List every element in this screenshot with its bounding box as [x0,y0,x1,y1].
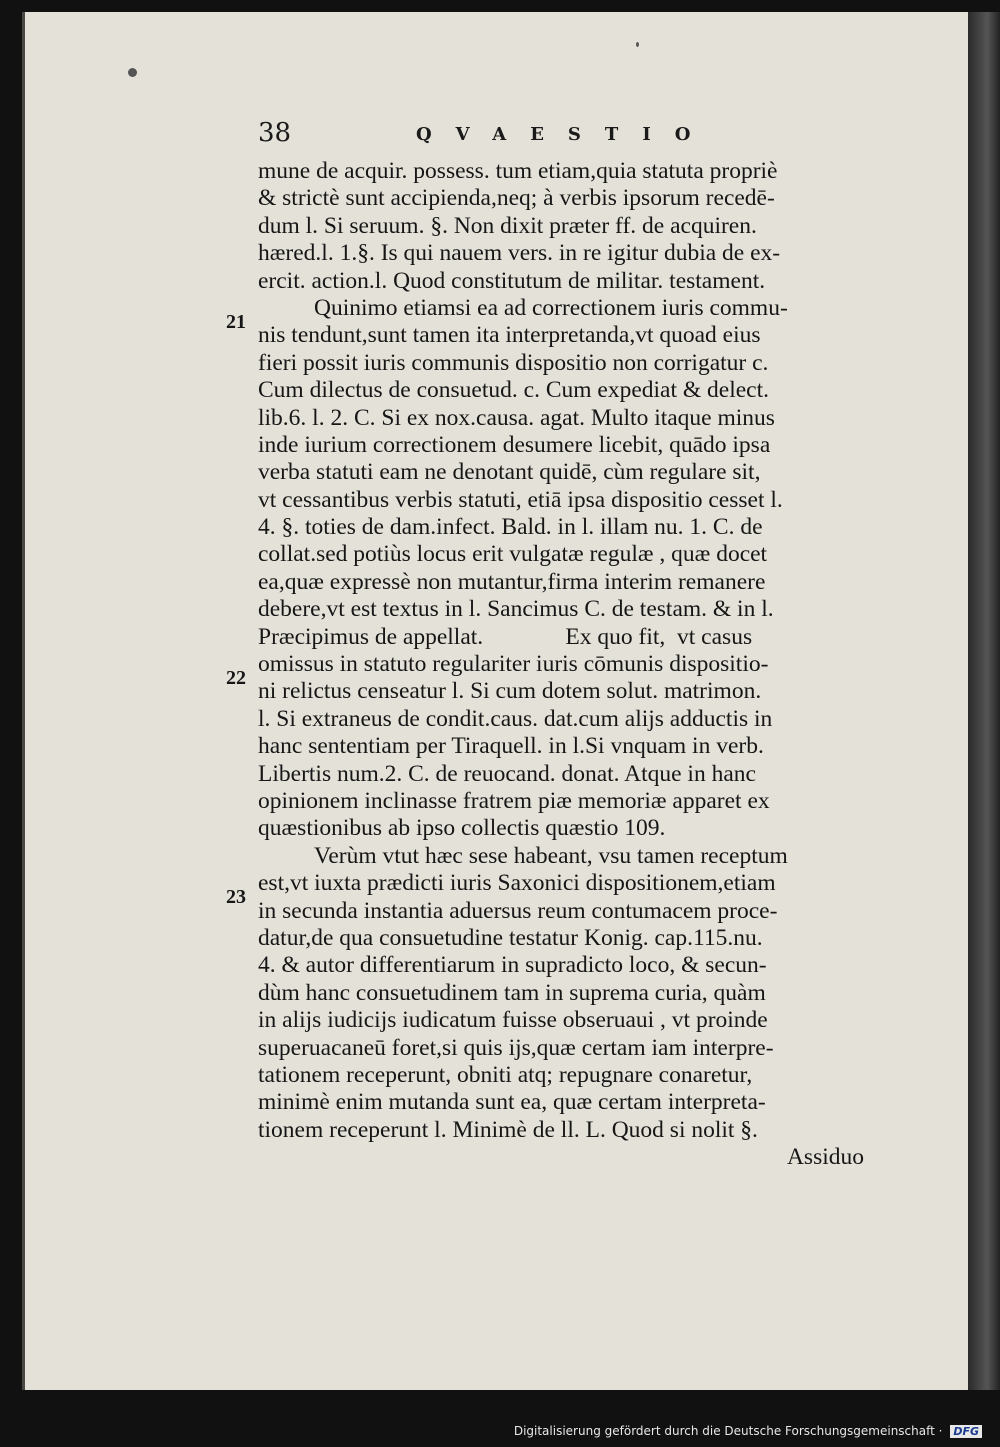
text-line: Libertis num.2. C. de reuocand. donat. Atque in hanc [258,760,756,787]
text-line: est,vt iuxta prædicti iuris Saxonici dispositionem,etiam [258,870,776,897]
text-line: ercit. action.l. Quod constitutum de militar. testament. [258,267,766,294]
running-head [258,118,728,158]
text-line: nis tendunt,sunt tamen ita interpretanda,vt quoad eius [258,322,761,349]
text-line: Quinimo etiamsi ea ad correctionem iuris commu- [314,294,788,321]
margin-number: 21 [226,311,246,333]
margin-number: 23 [226,886,246,908]
text-line: Præcipimus de appellat. Ex quo fit, vt casus [258,623,753,650]
text-line: inde iurium correctionem desumere licebit, quādo ipsa [258,431,771,458]
text-line: mune de acquir. possess. tum etiam,quia statuta propriè [258,158,778,184]
text-line: datur,de qua consuetudine testatur Konig. cap.115.nu. [258,924,763,951]
credit-text: Digitalisierung gefördert durch die Deutsche Forschungsgemeinschaft [513,1424,935,1438]
text-line: quæstionibus ab ipso collectis quæstio 109. [258,815,666,842]
text-line: ea,quæ expressè non mutantur,firma interim remanere [258,568,766,595]
running-title: QVAESTIO [416,124,715,145]
text-line: tionem receperunt l. Minimè de ll. L. Quod si nolit §. [258,1116,758,1143]
ink-speck [128,68,137,77]
text-line: collat.sed potiùs locus erit vulgatæ regulæ , quæ docet [258,541,768,568]
catchword: Assiduo [786,1144,864,1171]
text-line: omissus in statuto regulariter iuris cōmunis dispositio- [258,651,769,678]
text-line: tationem receperunt, obniti atq; repugnare conaretur, [258,1061,753,1088]
text-line: dum l. Si seruum. §. Non dixit præter ff. de acquiren. [258,212,757,239]
text-line: debere,vt est textus in l. Sancimus C. de testam. & in l. [258,596,774,623]
text-line: 4. & autor differentiarum in supradicto loco, & secun- [258,952,767,979]
text-line: & strictè sunt accipienda,neq; à verbis ipsorum recedē- [258,185,775,212]
text-line: hanc sententiam per Tiraquell. in l.Si vnquam in verb. [258,733,764,760]
text-line: l. Si extraneus de condit.caus. dat.cum alijs adductis in [258,705,773,732]
text-line: hæred.l. 1.§. Is qui nauem vers. in re igitur dubia de ex- [258,240,781,267]
page-number: 38 [258,118,292,148]
body-text [258,158,866,1171]
text-line: 4. §. toties de dam.infect. Bald. in l. illam nu. 1. C. de [258,514,763,541]
digitization-credit: Digitalisierung gefördert durch die Deutsche Forschungsgemeinschaft · DFG [0,1424,982,1438]
text-line: minimè enim mutanda sunt ea, quæ certam interpreta- [258,1089,766,1116]
text-line: in alijs iudicijs iudicatum fuisse obseruaui , vt proinde [258,1007,768,1034]
text-line: opinionem inclinasse fratrem piæ memoriæ apparet ex [258,787,770,814]
text-line: verba statuti eam ne denotant quidē, cùm regulare sit, [258,459,761,486]
dfg-logo: DFG [950,1425,982,1438]
ink-speck [636,42,639,47]
page-edge [968,12,1000,1390]
text-line: lib.6. l. 2. C. Si ex nox.causa. agat. Multo itaque minus [258,404,775,431]
text-line: vt cessantibus verbis statuti, etiā ipsa dispositio cesset l. [258,486,783,513]
text-line: Cum dilectus de consuetud. c. Cum expediat & delect. [258,377,769,404]
text-line: superuacaneū foret,si quis ijs,quæ certam iam interpre- [258,1034,774,1061]
text-line: ni relictus censeatur l. Si cum dotem solut. matrimon. [258,678,762,705]
margin-number: 22 [226,667,246,689]
text-line: fieri possit iuris communis dispositio non corrigatur c. [258,349,769,376]
text-line: dùm hanc consuetudinem tam in suprema curia, quàm [258,979,766,1006]
text-line: in secunda instantia aduersus reum contumacem proce- [258,897,778,924]
text-line: Verùm vtut hæc sese habeant, vsu tamen receptum [314,842,788,869]
